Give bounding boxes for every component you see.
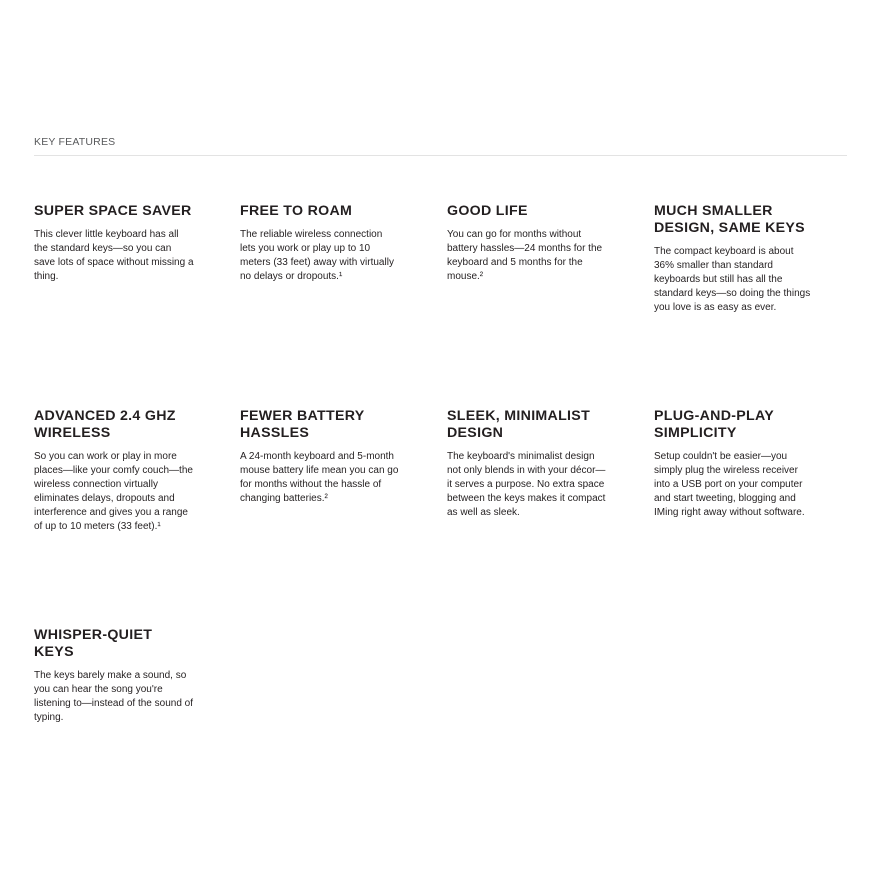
section-divider [34, 155, 847, 156]
feature-text: A 24-month keyboard and 5-month mouse battery life mean you can go for months without the hassle of changing batteries.² [240, 451, 399, 504]
feature-title: SUPER SPACE SAVER [34, 203, 192, 219]
feature-text: So you can work or play in more places—like your comfy couch—the wireless connection virtually eliminates delays, dropouts and interference and gives you a range of up to 10 meters (33 feet).¹ [34, 451, 193, 532]
feature-title: SLEEK, MINIMALIST DESIGN [447, 408, 591, 441]
feature-good-life [447, 203, 607, 284]
feature-text: The keyboard's minimalist design not only blends in with your décor—it serves a purpose. No extra space between the keys makes it compact as well as sleek. [447, 451, 606, 518]
feature-title: PLUG-AND-PLAY SIMPLICITY [654, 408, 774, 441]
feature-plug-and-play [654, 408, 814, 520]
feature-title: ADVANCED 2.4 GHZ WIRELESS [34, 408, 176, 441]
feature-smaller-design [654, 203, 814, 315]
section-label: KEY FEATURES [34, 136, 116, 148]
feature-title: WHISPER-QUIET KEYS [34, 627, 153, 660]
feature-text: The keys barely make a sound, so you can hear the song you're listening to—instead of the sound of typing. [34, 670, 193, 723]
feature-text: Setup couldn't be easier—you simply plug the wireless receiver into a USB port on your computer and start tweeting, blogging and IMing right away without software. [654, 451, 805, 518]
feature-advanced-wireless [34, 408, 194, 534]
feature-text: The compact keyboard is about 36% smaller than standard keyboards but still has all the standard keys—so doing the things you love is as easy as ever. [654, 246, 811, 313]
feature-title: GOOD LIFE [447, 203, 528, 219]
feature-free-to-roam [240, 203, 400, 284]
feature-text: You can go for months without battery hassles—24 months for the keyboard and 5 months for the mouse.² [447, 229, 603, 282]
feature-title: FREE TO ROAM [240, 203, 353, 219]
feature-sleek-design [447, 408, 607, 520]
feature-fewer-battery-hassles [240, 408, 400, 506]
feature-super-space-saver [34, 203, 194, 284]
feature-whisper-quiet-keys [34, 627, 194, 725]
feature-text: The reliable wireless connection lets you work or play up to 10 meters (33 feet) away with virtually no delays or dropouts.¹ [240, 229, 394, 282]
feature-title: MUCH SMALLER DESIGN, SAME KEYS [654, 203, 805, 236]
feature-text: This clever little keyboard has all the standard keys—so you can save lots of space without missing a thing. [34, 229, 194, 282]
feature-title: FEWER BATTERY HASSLES [240, 408, 365, 441]
